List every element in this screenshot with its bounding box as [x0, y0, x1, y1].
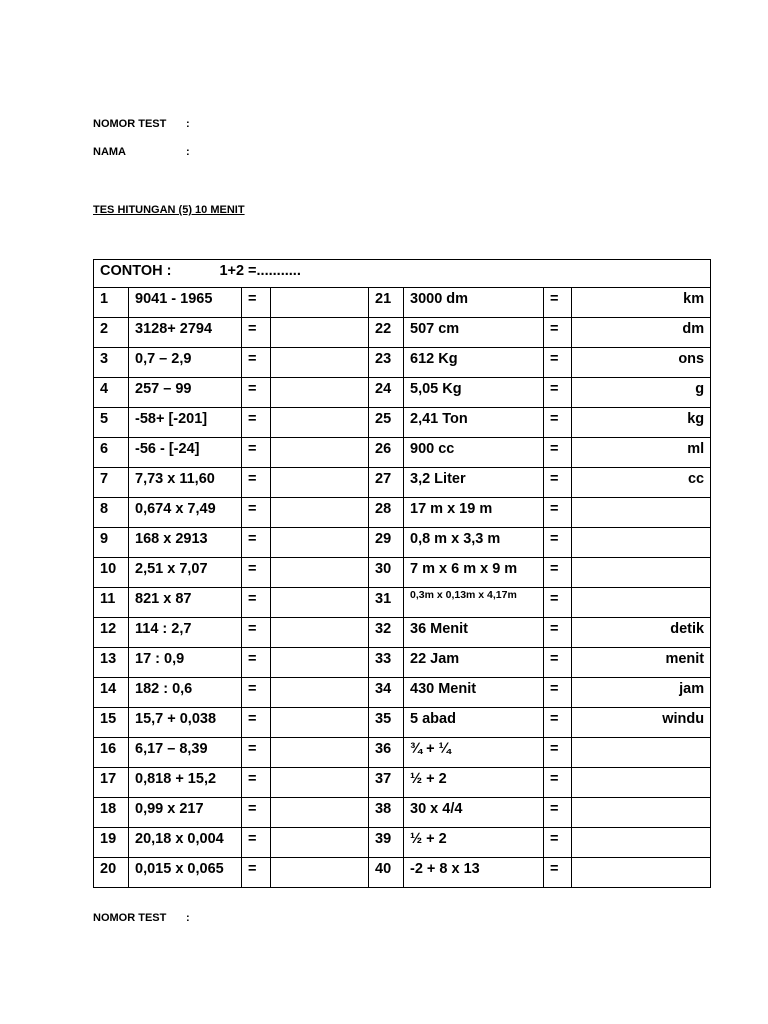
- question-number: 35: [369, 708, 404, 738]
- equals-sign: =: [544, 468, 572, 498]
- answer-cell[interactable]: [271, 798, 369, 828]
- table-row: [94, 378, 711, 408]
- table-row: [94, 288, 711, 318]
- question-number: 5: [94, 408, 129, 438]
- answer-unit-cell[interactable]: [572, 528, 711, 558]
- question-text: ¾ + ¼: [404, 738, 544, 768]
- table-row: [94, 768, 711, 798]
- question-number: 17: [94, 768, 129, 798]
- equals-sign: =: [242, 558, 271, 588]
- answer-cell[interactable]: [271, 558, 369, 588]
- answer-unit-cell[interactable]: [572, 768, 711, 798]
- answer-unit-cell[interactable]: kg: [572, 408, 711, 438]
- answer-unit-cell[interactable]: ml: [572, 438, 711, 468]
- question-number: 26: [369, 438, 404, 468]
- equals-sign: =: [242, 618, 271, 648]
- nama-label: NAMA: [93, 146, 126, 158]
- question-text: 2,41 Ton: [404, 408, 544, 438]
- question-text: ½ + 2: [404, 828, 544, 858]
- question-text: -2 + 8 x 13: [404, 858, 544, 888]
- answer-cell[interactable]: [271, 528, 369, 558]
- equals-sign: =: [544, 528, 572, 558]
- table-row: [94, 528, 711, 558]
- table-row: [94, 348, 711, 378]
- table-row: [94, 648, 711, 678]
- colon: :: [186, 912, 190, 924]
- answer-unit-cell[interactable]: g: [572, 378, 711, 408]
- question-text: 7,73 x 11,60: [129, 468, 242, 498]
- equals-sign: =: [544, 648, 572, 678]
- table-row: [94, 708, 711, 738]
- question-number: 28: [369, 498, 404, 528]
- answer-unit-cell[interactable]: [572, 828, 711, 858]
- question-number: 27: [369, 468, 404, 498]
- equals-sign: =: [242, 738, 271, 768]
- question-number: 15: [94, 708, 129, 738]
- question-text: 30 x 4/4: [404, 798, 544, 828]
- equals-sign: =: [242, 438, 271, 468]
- colon: :: [186, 118, 190, 130]
- equals-sign: =: [242, 288, 271, 318]
- equals-sign: =: [544, 678, 572, 708]
- question-text: 612 Kg: [404, 348, 544, 378]
- equals-sign: =: [242, 768, 271, 798]
- question-number: 13: [94, 648, 129, 678]
- question-number: 34: [369, 678, 404, 708]
- nomor-test-label: NOMOR TEST: [93, 912, 167, 924]
- equals-sign: =: [544, 768, 572, 798]
- equals-sign: =: [544, 288, 572, 318]
- question-text: 507 cm: [404, 318, 544, 348]
- question-number: 12: [94, 618, 129, 648]
- question-number: 31: [369, 588, 404, 618]
- equals-sign: =: [242, 708, 271, 738]
- answer-cell[interactable]: [271, 768, 369, 798]
- table-row: [94, 588, 711, 618]
- question-number: 3: [94, 348, 129, 378]
- equals-sign: =: [242, 408, 271, 438]
- equals-sign: =: [242, 468, 271, 498]
- colon: :: [186, 146, 190, 158]
- equals-sign: =: [544, 618, 572, 648]
- question-text: 0,674 x 7,49: [129, 498, 242, 528]
- answer-unit-cell[interactable]: [572, 558, 711, 588]
- table-row: [94, 678, 711, 708]
- table-row: [94, 498, 711, 528]
- question-text: 900 cc: [404, 438, 544, 468]
- answer-cell[interactable]: [271, 438, 369, 468]
- table-row: [94, 858, 711, 888]
- equals-sign: =: [544, 558, 572, 588]
- equals-sign: =: [242, 678, 271, 708]
- question-text: 6,17 – 8,39: [129, 738, 242, 768]
- question-text: 0,99 x 217: [129, 798, 242, 828]
- equals-sign: =: [242, 828, 271, 858]
- question-text: 17 m x 19 m: [404, 498, 544, 528]
- table-row: [94, 318, 711, 348]
- question-text: 821 x 87: [129, 588, 242, 618]
- question-number: 4: [94, 378, 129, 408]
- equals-sign: =: [544, 858, 572, 888]
- equals-sign: =: [242, 378, 271, 408]
- question-number: 21: [369, 288, 404, 318]
- question-text: 17 : 0,9: [129, 648, 242, 678]
- question-text: 15,7 + 0,038: [129, 708, 242, 738]
- answer-unit-cell[interactable]: [572, 498, 711, 528]
- table-row: [94, 558, 711, 588]
- answer-unit-cell[interactable]: detik: [572, 618, 711, 648]
- question-number: 1: [94, 288, 129, 318]
- example-row: [94, 260, 711, 288]
- question-text: 168 x 2913: [129, 528, 242, 558]
- answer-cell[interactable]: [271, 678, 369, 708]
- equals-sign: =: [544, 798, 572, 828]
- question-text: 3128+ 2794: [129, 318, 242, 348]
- equals-sign: =: [544, 348, 572, 378]
- question-number: 37: [369, 768, 404, 798]
- nama-line: [93, 146, 190, 158]
- question-text: 5 abad: [404, 708, 544, 738]
- question-number: 9: [94, 528, 129, 558]
- equals-sign: =: [544, 438, 572, 468]
- answer-cell[interactable]: [271, 318, 369, 348]
- answer-cell[interactable]: [271, 618, 369, 648]
- question-text: 3000 dm: [404, 288, 544, 318]
- answer-unit-cell[interactable]: [572, 588, 711, 618]
- question-number: 25: [369, 408, 404, 438]
- question-text: 7 m x 6 m x 9 m: [404, 558, 544, 588]
- answer-cell[interactable]: [271, 378, 369, 408]
- equals-sign: =: [544, 378, 572, 408]
- question-text: 0,3m x 0,13m x 4,17m: [404, 588, 544, 618]
- question-text: 430 Menit: [404, 678, 544, 708]
- question-text: 2,51 x 7,07: [129, 558, 242, 588]
- equals-sign: =: [242, 318, 271, 348]
- answer-unit-cell[interactable]: [572, 738, 711, 768]
- question-number: 36: [369, 738, 404, 768]
- equals-sign: =: [242, 798, 271, 828]
- equals-sign: =: [242, 588, 271, 618]
- equals-sign: =: [544, 318, 572, 348]
- answer-unit-cell[interactable]: menit: [572, 648, 711, 678]
- question-text: 114 : 2,7: [129, 618, 242, 648]
- answer-cell[interactable]: [271, 408, 369, 438]
- question-number: 24: [369, 378, 404, 408]
- nomor-test-label: NOMOR TEST: [93, 118, 167, 130]
- question-text: 9041 - 1965: [129, 288, 242, 318]
- equals-sign: =: [242, 858, 271, 888]
- question-text: 0,015 x 0,065: [129, 858, 242, 888]
- table-row: [94, 438, 711, 468]
- table-row: [94, 798, 711, 828]
- question-number: 14: [94, 678, 129, 708]
- question-text: -56 - [-24]: [129, 438, 242, 468]
- answer-unit-cell[interactable]: cc: [572, 468, 711, 498]
- table-row: [94, 738, 711, 768]
- question-number: 29: [369, 528, 404, 558]
- question-text: 5,05 Kg: [404, 378, 544, 408]
- question-number: 16: [94, 738, 129, 768]
- question-text: 257 – 99: [129, 378, 242, 408]
- table-row: [94, 468, 711, 498]
- answer-cell[interactable]: [271, 288, 369, 318]
- question-number: 30: [369, 558, 404, 588]
- equals-sign: =: [544, 498, 572, 528]
- question-text: 22 Jam: [404, 648, 544, 678]
- answer-unit-cell[interactable]: jam: [572, 678, 711, 708]
- equals-sign: =: [544, 408, 572, 438]
- test-title: TES HITUNGAN (5) 10 MENIT: [93, 204, 245, 216]
- question-number: 6: [94, 438, 129, 468]
- equals-sign: =: [242, 528, 271, 558]
- nomor-test-footer-line: [93, 912, 190, 924]
- question-number: 33: [369, 648, 404, 678]
- question-table: [93, 259, 711, 888]
- question-text: ½ + 2: [404, 768, 544, 798]
- question-number: 40: [369, 858, 404, 888]
- question-number: 8: [94, 498, 129, 528]
- question-number: 11: [94, 588, 129, 618]
- question-number: 2: [94, 318, 129, 348]
- question-text: 0,7 – 2,9: [129, 348, 242, 378]
- question-number: 18: [94, 798, 129, 828]
- question-text: 3,2 Liter: [404, 468, 544, 498]
- answer-unit-cell[interactable]: [572, 858, 711, 888]
- question-number: 7: [94, 468, 129, 498]
- equals-sign: =: [242, 648, 271, 678]
- question-number: 10: [94, 558, 129, 588]
- answer-cell[interactable]: [271, 498, 369, 528]
- table-row: [94, 618, 711, 648]
- example-cell: [94, 260, 711, 288]
- equals-sign: =: [544, 828, 572, 858]
- answer-unit-cell[interactable]: [572, 798, 711, 828]
- question-number: 19: [94, 828, 129, 858]
- question-text: 182 : 0,6: [129, 678, 242, 708]
- question-number: 39: [369, 828, 404, 858]
- answer-cell[interactable]: [271, 348, 369, 378]
- question-text: 36 Menit: [404, 618, 544, 648]
- answer-cell[interactable]: [271, 738, 369, 768]
- nomor-test-line: [93, 118, 190, 130]
- answer-cell[interactable]: [271, 588, 369, 618]
- answer-unit-cell[interactable]: km: [572, 288, 711, 318]
- example-label: CONTOH :: [100, 263, 172, 279]
- answer-unit-cell[interactable]: windu: [572, 708, 711, 738]
- equals-sign: =: [544, 588, 572, 618]
- equals-sign: =: [242, 498, 271, 528]
- answer-unit-cell[interactable]: dm: [572, 318, 711, 348]
- question-number: 20: [94, 858, 129, 888]
- question-text: -58+ [-201]: [129, 408, 242, 438]
- answer-cell[interactable]: [271, 858, 369, 888]
- table-row: [94, 408, 711, 438]
- question-number: 22: [369, 318, 404, 348]
- table-row: [94, 828, 711, 858]
- question-number: 38: [369, 798, 404, 828]
- question-number: 23: [369, 348, 404, 378]
- question-text: 20,18 x 0,004: [129, 828, 242, 858]
- equals-sign: =: [242, 348, 271, 378]
- question-text: 0,818 + 15,2: [129, 768, 242, 798]
- answer-cell[interactable]: [271, 708, 369, 738]
- question-text: 0,8 m x 3,3 m: [404, 528, 544, 558]
- answer-unit-cell[interactable]: ons: [572, 348, 711, 378]
- answer-cell[interactable]: [271, 468, 369, 498]
- equals-sign: =: [544, 738, 572, 768]
- question-number: 32: [369, 618, 404, 648]
- example-expression: 1+2 =...........: [219, 263, 301, 279]
- answer-cell[interactable]: [271, 648, 369, 678]
- equals-sign: =: [544, 708, 572, 738]
- answer-cell[interactable]: [271, 828, 369, 858]
